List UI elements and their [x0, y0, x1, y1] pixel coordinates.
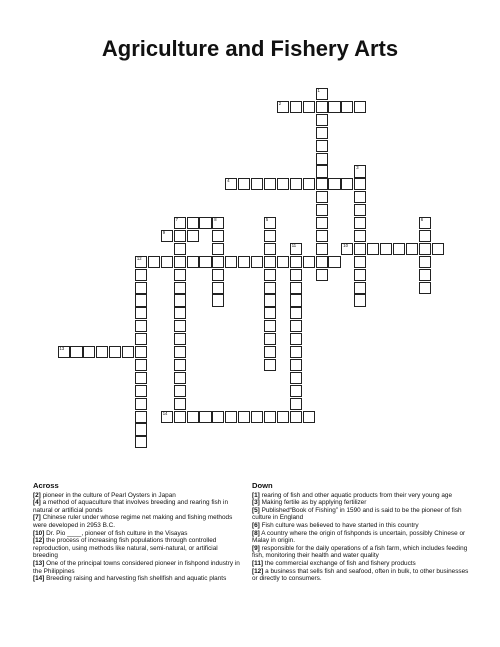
grid-cell[interactable]: [187, 217, 199, 229]
down-clue-text: the commercial exchange of fish and fishery products: [263, 559, 416, 567]
cell-number: 8: [214, 217, 217, 222]
grid-cell[interactable]: [354, 294, 366, 306]
grid-cell[interactable]: [316, 165, 328, 177]
cell-number: 9: [162, 229, 166, 235]
grid-cell[interactable]: [135, 359, 147, 371]
grid-cell[interactable]: [135, 411, 147, 423]
grid-cell[interactable]: [290, 333, 302, 345]
grid-cell[interactable]: [135, 269, 147, 281]
across-clue: [33, 514, 243, 529]
grid-cell[interactable]: [212, 243, 224, 255]
across-clue-number: [13]: [33, 559, 45, 567]
across-clue-text: One of the principal towns considered pioneer in fishpond industry in the Philippines: [33, 559, 240, 575]
down-clue-text: Published“Book of Fishing” in 1590 and is said to be the pioneer of fish culture in England: [252, 506, 462, 522]
grid-cell[interactable]: [161, 230, 173, 242]
grid-cell[interactable]: [212, 294, 224, 306]
across-clue-text: Breeding raising and harvesting fish shellfish and aquatic plants: [44, 575, 227, 583]
down-clue: [252, 492, 474, 500]
grid-cell[interactable]: [367, 243, 379, 255]
grid-cell[interactable]: [135, 282, 147, 294]
grid-cell[interactable]: [212, 230, 224, 242]
grid-cell[interactable]: [316, 153, 328, 165]
down-clue-text: A country where the origin of fishponds is uncertain, possibly Chinese or Malay in origin.: [252, 529, 466, 545]
grid-cell[interactable]: [316, 88, 328, 100]
grid-cell[interactable]: [290, 359, 302, 371]
grid-cell[interactable]: [354, 191, 366, 203]
grid-cell[interactable]: [290, 269, 302, 281]
across-clue-number: [10]: [33, 529, 45, 537]
down-clue-number: [11]: [252, 559, 264, 567]
grid-cell[interactable]: [174, 256, 186, 268]
grid-cell[interactable]: [199, 217, 211, 229]
grid-cell[interactable]: [432, 243, 444, 255]
grid-cell[interactable]: [290, 385, 302, 397]
across-clue-number: [14]: [33, 575, 45, 583]
grid-cell[interactable]: [135, 333, 147, 345]
grid-cell[interactable]: [303, 101, 315, 113]
grid-cell[interactable]: [316, 178, 328, 190]
grid-cell[interactable]: [303, 411, 315, 423]
grid-cell[interactable]: [290, 346, 302, 358]
grid-cell[interactable]: [341, 101, 353, 113]
down-clue-number: [3]: [252, 499, 260, 507]
grid-cell[interactable]: [212, 282, 224, 294]
grid-cell[interactable]: [135, 385, 147, 397]
grid-cell[interactable]: [277, 411, 289, 423]
down-clue: [252, 560, 474, 568]
grid-cell[interactable]: [225, 256, 237, 268]
grid-cell[interactable]: [161, 411, 173, 423]
grid-cell[interactable]: [316, 204, 328, 216]
grid-cell[interactable]: [354, 101, 366, 113]
grid-cell[interactable]: [354, 269, 366, 281]
across-clue: [33, 530, 243, 538]
grid-cell[interactable]: [122, 346, 134, 358]
grid-cell[interactable]: [70, 346, 82, 358]
across-clue-text: Chinese ruler under whose regime net making and fishing methods were developed in 2953 B.C.: [33, 514, 233, 529]
grid-cell[interactable]: [354, 230, 366, 242]
down-clue: [252, 530, 474, 545]
across-clue-number: [12]: [33, 537, 45, 545]
grid-cell[interactable]: [290, 178, 302, 190]
down-clue: [252, 507, 474, 522]
grid-cell[interactable]: [277, 256, 289, 268]
grid-cell[interactable]: [354, 243, 366, 255]
grid-cell[interactable]: [419, 230, 431, 242]
down-clue-text: responsible for the daily operations of a fish farm, which includes feeding fish, monitoring their health and water quality: [252, 544, 468, 560]
cell-number: 6: [420, 217, 424, 222]
grid-cell[interactable]: [251, 178, 263, 190]
across-clue-number: [4]: [33, 499, 41, 507]
grid-cell[interactable]: [174, 307, 186, 319]
grid-cell[interactable]: [316, 256, 328, 268]
down-clue: [252, 522, 474, 530]
grid-cell[interactable]: [135, 423, 147, 435]
grid-cell[interactable]: [419, 282, 431, 294]
grid-cell[interactable]: [303, 256, 315, 268]
down-clue-text: Making fertile as by applying fertilizer: [259, 499, 367, 507]
grid-cell[interactable]: [135, 294, 147, 306]
grid-cell[interactable]: [264, 307, 276, 319]
grid-cell[interactable]: [419, 217, 431, 229]
grid-cell[interactable]: [419, 269, 431, 281]
grid-cell[interactable]: [264, 320, 276, 332]
grid-cell[interactable]: [393, 243, 405, 255]
across-clues: [33, 482, 243, 583]
grid-cell[interactable]: [187, 256, 199, 268]
grid-cell[interactable]: [58, 346, 70, 358]
grid-cell[interactable]: [419, 256, 431, 268]
grid-cell[interactable]: [251, 256, 263, 268]
grid-cell[interactable]: [174, 372, 186, 384]
down-clue-text: a business that sells fish and seafood, often in bulk, to other businesses or directly to consumers.: [252, 567, 469, 583]
cell-number: 14: [162, 410, 168, 416]
grid-cell[interactable]: [277, 101, 289, 113]
grid-cell[interactable]: [290, 398, 302, 410]
grid-cell[interactable]: [212, 256, 224, 268]
grid-cell[interactable]: [264, 269, 276, 281]
grid-cell[interactable]: [264, 346, 276, 358]
across-clue-number: [2]: [33, 491, 41, 499]
grid-cell[interactable]: [135, 307, 147, 319]
grid-cell[interactable]: [187, 230, 199, 242]
grid-cell[interactable]: [264, 359, 276, 371]
grid-cell[interactable]: [135, 346, 147, 358]
cell-number: 2: [278, 100, 282, 106]
cell-number: 1: [317, 88, 320, 93]
grid-cell[interactable]: [316, 230, 328, 242]
across-clue-list: [33, 492, 243, 583]
grid-cell[interactable]: [187, 411, 199, 423]
down-clue-number: [5]: [252, 506, 260, 514]
down-clue-number: [12]: [252, 567, 264, 575]
down-clue-number: [6]: [252, 521, 260, 529]
grid-cell[interactable]: [238, 178, 250, 190]
grid-cell[interactable]: [174, 359, 186, 371]
grid-cell[interactable]: [290, 320, 302, 332]
grid-cell[interactable]: [264, 282, 276, 294]
grid-cell[interactable]: [174, 346, 186, 358]
cell-number: 7: [175, 217, 178, 222]
grid-cell[interactable]: [354, 217, 366, 229]
grid-cell[interactable]: [174, 398, 186, 410]
down-clue-number: [9]: [252, 544, 260, 552]
grid-cell[interactable]: [212, 411, 224, 423]
grid-cell[interactable]: [174, 333, 186, 345]
grid-cell[interactable]: [316, 269, 328, 281]
grid-cell[interactable]: [406, 243, 418, 255]
cell-number: 4: [227, 178, 230, 184]
grid-cell[interactable]: [225, 178, 237, 190]
grid-cell[interactable]: [341, 243, 353, 255]
grid-cell[interactable]: [290, 282, 302, 294]
grid-cell[interactable]: [328, 256, 340, 268]
grid-cell[interactable]: [83, 346, 95, 358]
grid-cell[interactable]: [341, 178, 353, 190]
grid-cell[interactable]: [354, 282, 366, 294]
across-clue: [33, 492, 243, 500]
across-clue: [33, 537, 243, 560]
grid-cell[interactable]: [135, 436, 147, 448]
cell-number: 13: [59, 346, 65, 351]
down-clue-text: Fish culture was believed to have started in this country: [259, 521, 419, 529]
grid-cell[interactable]: [251, 411, 263, 423]
across-clue-text: pioneer in the culture of Pearl Oysters in Japan: [40, 491, 176, 499]
grid-cell[interactable]: [174, 294, 186, 306]
grid-cell[interactable]: [212, 269, 224, 281]
grid-cell[interactable]: [303, 178, 315, 190]
grid-cell[interactable]: [264, 333, 276, 345]
grid-cell[interactable]: [380, 243, 392, 255]
down-heading: Down: [252, 481, 273, 490]
grid-cell[interactable]: [135, 398, 147, 410]
grid-cell[interactable]: [212, 217, 224, 229]
grid-cell[interactable]: [135, 372, 147, 384]
across-clue-text: a method of aquaculture that involves breeding and rearing fish in natural or artificial ponds: [33, 499, 229, 514]
grid-cell[interactable]: [109, 346, 121, 358]
across-heading: Across: [33, 481, 59, 490]
across-clue: [33, 575, 243, 583]
grid-cell[interactable]: [328, 178, 340, 190]
grid-cell[interactable]: [135, 256, 147, 268]
across-clue-text: the process of increasing fish populations through controlled reproduction, using methods like natural, semi-natural, or artificial breeding: [33, 537, 218, 560]
grid-cell[interactable]: [199, 411, 211, 423]
grid-cell[interactable]: [238, 411, 250, 423]
grid-cell[interactable]: [290, 243, 302, 255]
cell-number: 12: [136, 255, 142, 261]
cell-number: 10: [343, 242, 348, 248]
grid-cell[interactable]: [174, 282, 186, 294]
grid-cell[interactable]: [135, 320, 147, 332]
grid-cell[interactable]: [290, 256, 302, 268]
grid-cell[interactable]: [264, 178, 276, 190]
grid-cell[interactable]: [174, 230, 186, 242]
across-clue-text: Dr. Pio ____, pioneer of fish culture in the Visayas: [44, 529, 188, 537]
grid-cell[interactable]: [290, 307, 302, 319]
grid-cell[interactable]: [328, 101, 340, 113]
grid-cell[interactable]: [199, 256, 211, 268]
grid-cell[interactable]: [174, 411, 186, 423]
down-clue: [252, 545, 474, 560]
grid-cell[interactable]: [148, 256, 160, 268]
grid-cell[interactable]: [264, 294, 276, 306]
grid-cell[interactable]: [264, 243, 276, 255]
grid-cell[interactable]: [290, 372, 302, 384]
grid-cell[interactable]: [174, 243, 186, 255]
cell-number: 11: [291, 242, 297, 248]
grid-cell[interactable]: [264, 256, 276, 268]
down-clue-number: [8]: [252, 529, 260, 537]
grid-cell[interactable]: [264, 411, 276, 423]
cell-number: 5: [265, 217, 269, 222]
grid-cell[interactable]: [290, 101, 302, 113]
across-clue-number: [7]: [33, 514, 41, 522]
grid-cell[interactable]: [174, 385, 186, 397]
grid-cell[interactable]: [290, 411, 302, 423]
down-clue-list: [252, 492, 474, 583]
grid-cell[interactable]: [96, 346, 108, 358]
grid-cell[interactable]: [238, 256, 250, 268]
grid-cell[interactable]: [277, 178, 289, 190]
puzzle-title: Agriculture and Fishery Arts: [101, 36, 399, 61]
across-clue: [33, 560, 243, 575]
grid-cell[interactable]: [354, 165, 366, 177]
grid-cell[interactable]: [316, 101, 328, 113]
grid-cell[interactable]: [316, 243, 328, 255]
across-clue: [33, 499, 243, 514]
grid-cell[interactable]: [316, 140, 328, 152]
down-clues: [252, 482, 474, 583]
grid-cell[interactable]: [354, 178, 366, 190]
cell-number: 3: [356, 165, 359, 171]
grid-cell[interactable]: [161, 256, 173, 268]
grid-cell[interactable]: [316, 114, 328, 126]
grid-cell[interactable]: [264, 217, 276, 229]
down-clue: [252, 499, 474, 507]
grid-cell[interactable]: [225, 411, 237, 423]
grid-cell[interactable]: [354, 204, 366, 216]
grid-cell[interactable]: [354, 256, 366, 268]
grid-cell[interactable]: [316, 217, 328, 229]
down-clue-number: [1]: [252, 491, 260, 499]
down-clue: [252, 568, 474, 583]
grid-cell[interactable]: [419, 243, 431, 255]
grid-cell[interactable]: [316, 191, 328, 203]
down-clue-text: rearing of fish and other aquatic products from their very young age: [259, 491, 452, 499]
grid-cell[interactable]: [174, 217, 186, 229]
grid-cell[interactable]: [264, 230, 276, 242]
grid-cell[interactable]: [174, 320, 186, 332]
grid-cell[interactable]: [290, 294, 302, 306]
grid-cell[interactable]: [174, 269, 186, 281]
grid-cell[interactable]: [316, 127, 328, 139]
